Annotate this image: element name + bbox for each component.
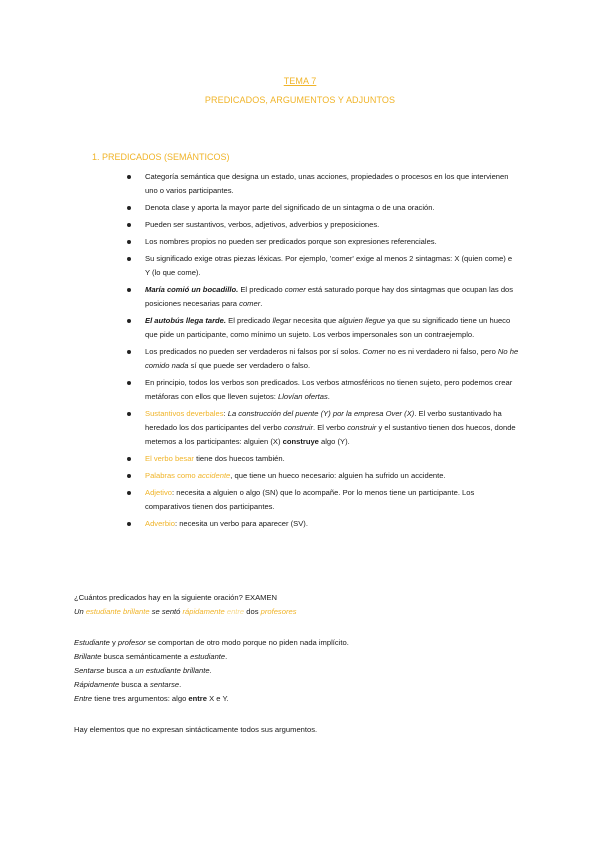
list-item: El autobús llega tarde. El predicado llegar necesita que alguien llegue ya que su significado tiene un hueco que pide un participante, como mínimo un sujeto. Los verbos impersonales son un contraejemplo. [111,314,519,342]
exam-section [74,591,544,737]
analysis-line: Rápidamente busca a sentarse. [74,680,182,689]
bullet-icon [127,457,131,461]
exam-question: ¿Cuántos predicados hay en la siguiente oración? EXAMEN [74,593,278,602]
bullet-icon [127,288,131,292]
list-item: Su significado exige otras piezas léxicas. Por ejemplo, 'comer' exige al menos 2 sintagmas: X (quien come) e Y (lo que come). [111,252,519,280]
list-item: María comió un bocadillo. El predicado comer está saturado porque hay dos sintagmas que ocupan las dos posiciones necesarias para comer. [111,283,519,311]
doc-subtitle: PREDICADOS, ARGUMENTOS Y ADJUNTOS [204,95,396,105]
list-item: Los predicados no pueden ser verdaderos ni falsos por sí solos. Comer no es ni verdadero ni falso, pero No he comido nada sí que puede ser verdadero o falso. [111,345,519,373]
bullet-icon [127,491,131,495]
bullet-icon [127,223,131,227]
bullet-icon [127,257,131,261]
list-item: Adverbio: necesita un verbo para aparecer (SV). [111,517,519,531]
analysis-line: Sentarse busca a un estudiante brillante. [74,666,212,675]
list-item: Categoría semántica que designa un estado, unas acciones, propiedades o procesos en los que intervienen uno o varios participantes. [111,170,519,198]
bullet-icon [127,412,131,416]
list-item: Pueden ser sustantivos, verbos, adjetivos, adverbios y preposiciones. [111,218,519,232]
list-item: Los nombres propios no pueden ser predicados porque son expresiones referenciales. [111,235,519,249]
bullet-icon [127,522,131,526]
bullet-icon [127,206,131,210]
list-item: Denota clase y aporta la mayor parte del significado de un sintagma o de una oración. [111,201,519,215]
list-item: Sustantivos deverbales: La construcción del puente (Y) por la empresa Over (X). El verbo sustantivado ha heredado los dos participantes del verbo construir. El verbo construir y el sustantivo tienen dos huecos, donde metemos a los participantes: alguien (X) construye algo (Y). [111,407,519,449]
list-item: El verbo besar tiene dos huecos también. [111,452,519,466]
closing-note: Hay elementos que no expresan sintácticamente todos sus argumentos. [74,725,318,734]
bullet-icon [127,240,131,244]
list-item: Adjetivo: necesita a alguien o algo (SN) que lo acompañe. Por lo menos tiene un participante. Los comparativos tienen dos participantes. [111,486,519,514]
bullet-list [111,170,519,534]
bullet-icon [127,474,131,478]
bullet-icon [127,175,131,179]
list-item: En principio, todos los verbos son predicados. Los verbos atmosféricos no tienen sujeto, pero podemos crear metáforas con ellos que lleven sujetos: Llovían ofertas. [111,376,519,404]
section-heading: 1. PREDICADOS (SEMÁNTICOS) [92,152,230,162]
analysis-line: Estudiante y profesor se comportan de otro modo porque no piden nada implícito. [74,638,349,647]
doc-title: TEMA 7 [283,76,317,86]
example-sentence: Un estudiante brillante se sentó rápidamente entre dos profesores [74,607,297,616]
analysis-line: Entre tiene tres argumentos: algo entre X e Y. [74,694,229,703]
bullet-icon [127,381,131,385]
bullet-icon [127,350,131,354]
bullet-icon [127,319,131,323]
list-item: Palabras como accidente, que tiene un hueco necesario: alguien ha sufrido un accidente. [111,469,519,483]
analysis-line: Brillante busca semánticamente a estudiante. [74,652,228,661]
